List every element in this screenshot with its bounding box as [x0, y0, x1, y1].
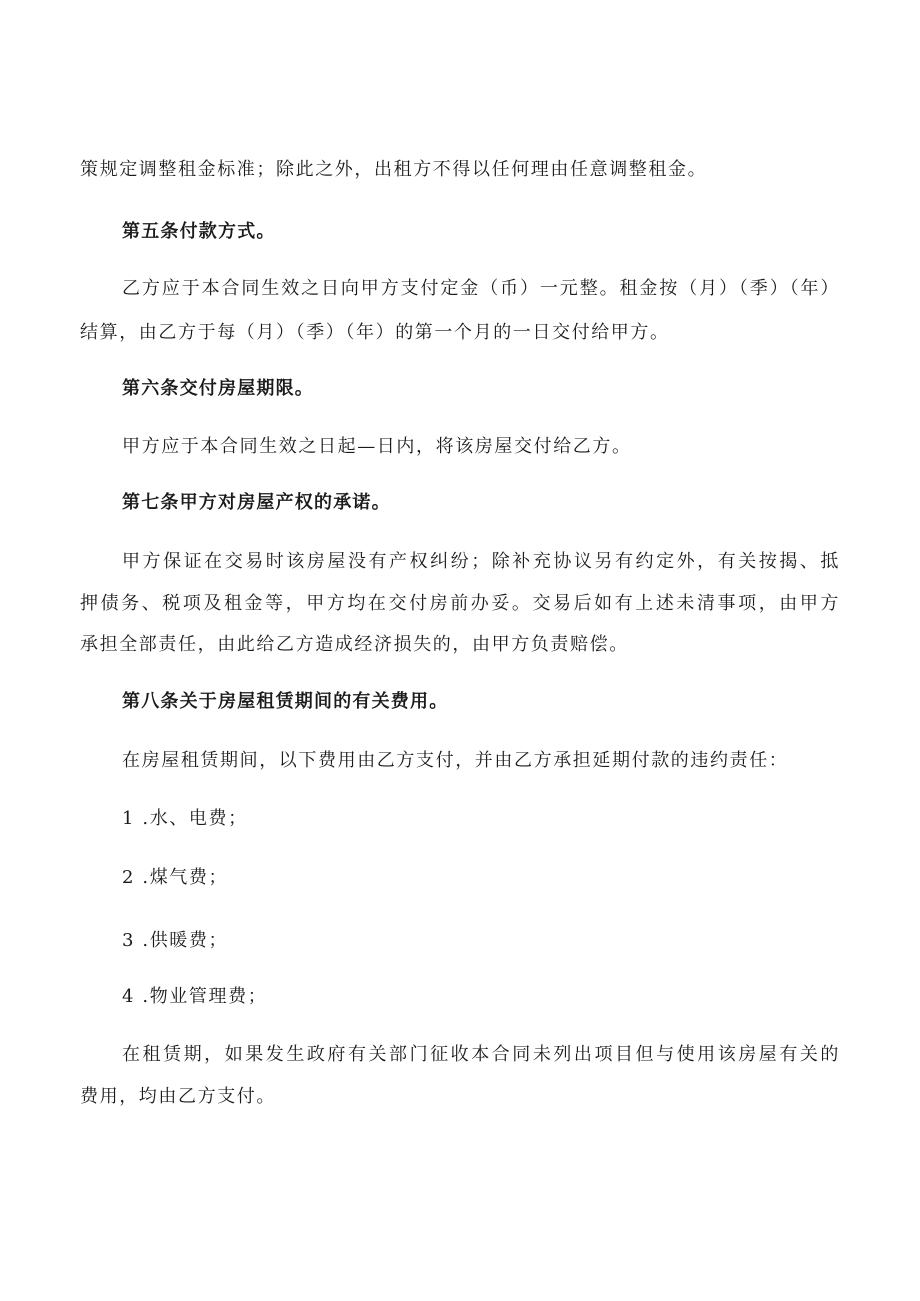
text-line-12: 在房屋租赁期间，以下费用由乙方支付，并由乙方承担延期付款的违约责任： — [122, 750, 789, 771]
list-item-2: 2 .煤气费； — [122, 867, 229, 888]
text-line-1: 策规定调整租金标准；除此之外，出租方不得以任何理由任意调整租金。 — [80, 159, 708, 180]
article-6-heading: 第六条交付房屋期限。 — [122, 378, 314, 399]
list-item-4: 4 .物业管理费； — [122, 986, 268, 1007]
article-5-heading: 第五条付款方式。 — [122, 221, 276, 242]
text-line-9: 押债务、税项及租金等，甲方均在交付房前办妥。交易后如有上述未清事项，由甲方 — [80, 593, 840, 614]
article-7-heading: 第七条甲方对房屋产权的承诺。 — [122, 492, 391, 513]
list-item-1: 1 .水、电费； — [122, 808, 248, 829]
article-8-heading: 第八条关于房屋租赁期间的有关费用。 — [122, 691, 449, 712]
text-line-6: 甲方应于本合同生效之日起—日内，将该房屋交付给乙方。 — [122, 436, 632, 457]
text-line-4: 结算，由乙方于每（月）（季）（年）的第一个月的一日交付给甲方。 — [80, 322, 670, 343]
text-line-17: 在租赁期，如果发生政府有关部门征收本合同未列出项目但与使用该房屋有关的 — [122, 1044, 840, 1065]
text-line-8: 甲方保证在交易时该房屋没有产权纠纷；除补充协议另有约定外，有关按揭、抵 — [122, 551, 840, 572]
text-line-3: 乙方应于本合同生效之日向甲方支付定金（币）一元整。租金按（月）（季）（年） — [122, 278, 840, 299]
list-item-3: 3 .供暖费； — [122, 930, 229, 951]
text-line-10: 承担全部责任，由此给乙方造成经济损失的，由甲方负责赔偿。 — [80, 634, 629, 655]
text-line-18: 费用，均由乙方支付。 — [80, 1086, 276, 1107]
